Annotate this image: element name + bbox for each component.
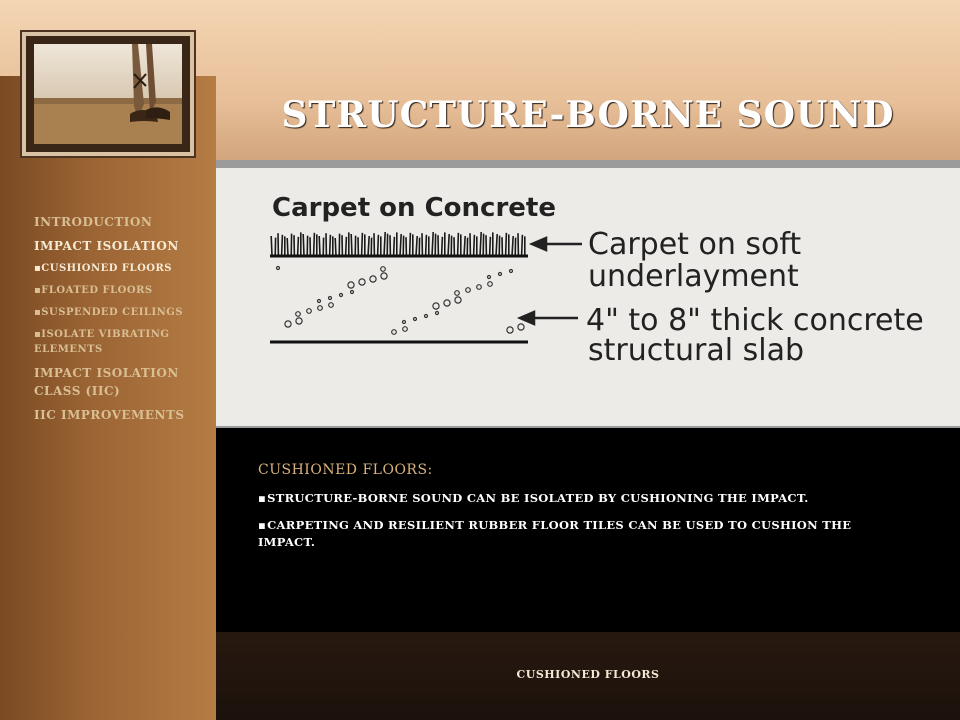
- bullet-text: CARPETING AND RESILIENT RUBBER FLOOR TILES CAN BE USED TO CUSHION THE IMPACT.: [258, 518, 852, 549]
- label-carpet-line1: Carpet on soft: [588, 227, 802, 262]
- carpet-arrow: [532, 238, 582, 250]
- content-heading: CUSHIONED FLOORS:: [258, 462, 433, 478]
- concrete-aggregate: [277, 267, 525, 335]
- label-carpet-line2: underlayment: [588, 259, 799, 294]
- nav-item-impact-isolation-class[interactable]: IMPACT ISOLATION CLASS (IIC): [34, 366, 179, 398]
- nav-item-iic-improvements[interactable]: IIC IMPROVEMENTS: [34, 408, 185, 422]
- carpet-concrete-diagram: [216, 168, 960, 426]
- bullet-marker: ▪: [258, 518, 267, 532]
- bullet-1: [258, 490, 902, 507]
- nav-item-isolate-vibrating-elements[interactable]: ▪ISOLATE VIBRATING ELEMENTS: [34, 329, 170, 355]
- photo-frame: [22, 32, 194, 156]
- floor-diagram: [216, 160, 960, 428]
- diagram-heading: Carpet on Concrete: [272, 193, 556, 223]
- content-panel: [216, 428, 960, 632]
- label-concrete-line1: 4" to 8" thick concrete: [586, 303, 924, 338]
- label-concrete-line2: structural slab: [588, 333, 804, 368]
- bullet-marker: ▪: [258, 491, 267, 505]
- nav-item-introduction[interactable]: INTRODUCTION: [34, 215, 153, 229]
- nav-item-floated-floors[interactable]: ▪FLOATED FLOORS: [34, 285, 153, 296]
- page-title: STRUCTURE-BORNE SOUND: [281, 94, 895, 136]
- nav-item-impact-isolation[interactable]: IMPACT ISOLATION: [34, 239, 179, 253]
- footer-label: CUSHIONED FLOORS: [516, 668, 660, 681]
- nav-item-suspended-ceilings[interactable]: ▪SUSPENDED CEILINGS: [34, 307, 184, 318]
- concrete-arrow: [520, 312, 578, 324]
- nav-item-cushioned-floors[interactable]: ▪CUSHIONED FLOORS: [34, 263, 173, 274]
- bullet-2: [258, 517, 902, 551]
- sidebar-nav: [34, 213, 209, 430]
- feet-photo: [34, 44, 182, 144]
- carpet-pile: [271, 232, 525, 256]
- bullet-text: STRUCTURE-BORNE SOUND CAN BE ISOLATED BY CUSHIONING THE IMPACT.: [267, 491, 809, 505]
